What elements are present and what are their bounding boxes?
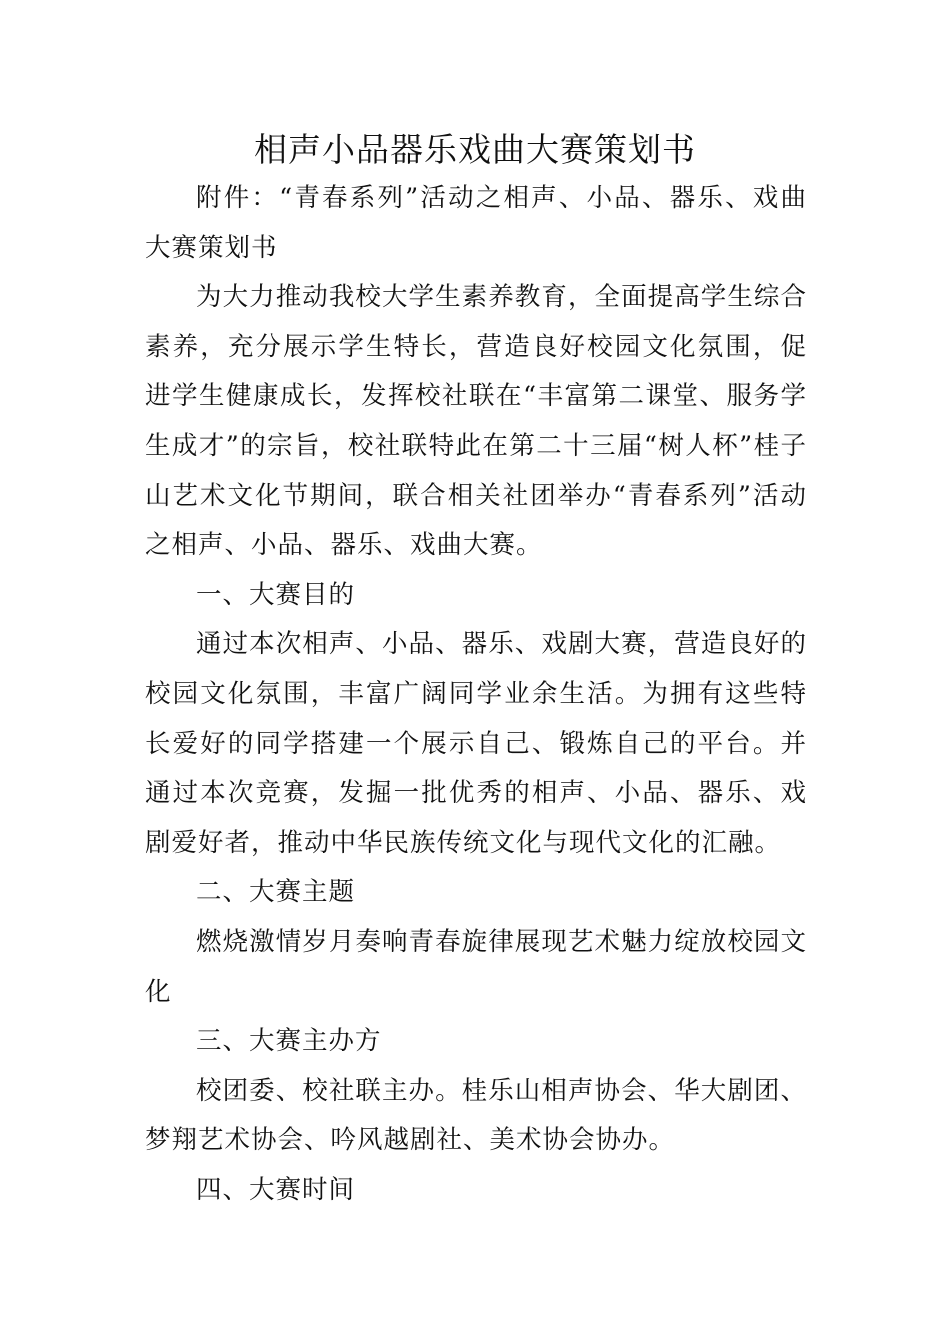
intro-paragraph: 为大力推动我校大学生素养教育，全面提高学生综合素养，充分展示学生特长，营造良好校园文化氛围，促进学生健康成长，发挥校社联在“丰富第二课堂、服务学生成才”的宗旨，校社联特此在第二十三届“树人杯”桂子山艺术文化节期间，联合相关社团举办“青春系列”活动之相声、小品、器乐、戏曲大赛。 [145,282,807,561]
theme-paragraph: 燃烧激情岁月奏响青春旋律展现艺术魅力绽放校园文化 [145,926,807,1007]
section-heading-theme: 二、大赛主题 [196,877,356,908]
attachment-paragraph: 附件：“青春系列”活动之相声、小品、器乐、戏曲大赛策划书 [145,183,807,263]
document-body [145,174,807,1215]
section-heading-organizer: 三、大赛主办方 [196,1026,382,1057]
purpose-paragraph: 通过本次相声、小品、器乐、戏剧大赛，营造良好的校园文化氛围，丰富广阔同学业余生活。为拥有这些特长爱好的同学搭建一个展示自己、锻炼自己的平台。并通过本次竞赛，发掘一批优秀的相声、小品、器乐、戏剧爱好者，推动中华民族传统文化与现代文化的汇融。 [145,629,807,858]
document-title: 相声小品器乐戏曲大赛策划书 [254,130,696,169]
section-heading-time: 四、大赛时间 [196,1174,356,1205]
section-heading-purpose: 一、大赛目的 [196,579,356,610]
organizer-paragraph: 校团委、校社联主办。桂乐山相声协会、华大剧团、梦翔艺术协会、吟风越剧社、美术协会协办。 [145,1075,807,1156]
